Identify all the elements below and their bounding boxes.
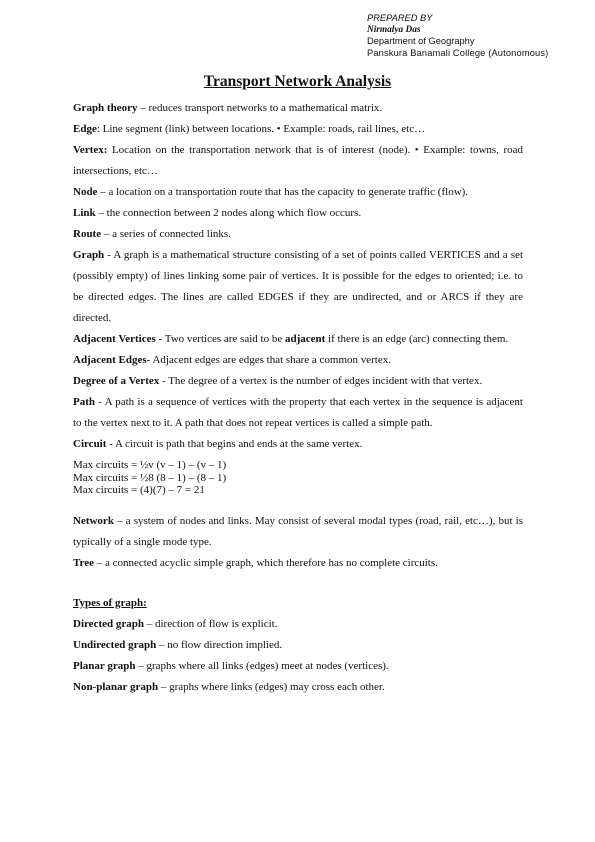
author-name: Nirmalya Das — [367, 24, 421, 35]
definition-tree — [73, 553, 523, 574]
term-label: Link — [73, 207, 96, 219]
term-label: Vertex: — [73, 144, 108, 156]
definition-text: – reduces transport networks to a mathematical matrix. — [137, 102, 383, 114]
prepared-by-label: PREPARED BY — [367, 13, 433, 23]
term-label: Edge — [73, 123, 97, 135]
definition-text: – a series of connected links. — [101, 228, 231, 240]
spacer — [73, 497, 523, 511]
definition-route — [73, 224, 523, 245]
college-name: Panskura Banamali College (Autonomous) — [367, 47, 549, 58]
term-label: Planar graph — [73, 659, 136, 672]
definition-text: – no flow direction implied. — [156, 638, 283, 651]
definition-text: Location on the transportation network that is of interest (node). • Example: towns, road intersections, etc… — [73, 144, 523, 177]
term-label: Degree of a Vertex — [73, 375, 160, 387]
spacer — [73, 574, 523, 593]
term-label: Graph — [73, 249, 105, 261]
term-label: Route — [73, 228, 102, 240]
definition-text: - A graph is a mathematical structure consisting of a set of points called VERTICES and a set (possibly empty) of lines linking some pair of vertices. It is possible for the edges to oriented; i.e. to be directed edges. The lines are called EDGES if they are undirected, and or ARCS if they are directed. — [73, 249, 523, 324]
definition-circuit — [73, 434, 523, 455]
document-header — [367, 13, 548, 59]
term-label: Undirected graph — [73, 638, 157, 651]
formula-block — [73, 459, 523, 497]
types-heading: Types of graph: — [73, 596, 147, 609]
type-directed-graph — [73, 614, 523, 635]
term-label: Directed graph — [73, 617, 144, 630]
department-name: Department of Geography — [367, 36, 475, 46]
formula-line: Max circuits = ½8 (8 – 1) – (8 – 1) — [73, 471, 227, 484]
term-label: Path — [73, 396, 95, 408]
term-label: Graph theory — [73, 102, 138, 114]
definition-text: - Adjacent edges are edges that share a common vertex. — [146, 354, 391, 366]
term-label: Adjacent Edges — [73, 354, 147, 366]
definition-text: - Two vertices are said to be — [155, 333, 285, 345]
definition-text: - The degree of a vertex is the number of edges incident with that vertex. — [159, 375, 483, 387]
term-label: Non-planar graph — [73, 680, 159, 693]
definition-network — [73, 511, 523, 553]
definition-text: – a location on a transportation route that has the capacity to generate traffic (flow). — [97, 186, 469, 198]
definition-graph-theory — [73, 98, 523, 119]
definition-text: – the connection between 2 nodes along which flow occurs. — [95, 207, 362, 219]
term-label: Tree — [73, 556, 94, 569]
definition-text: – a connected acyclic simple graph, which therefore has no complete circuits. — [93, 556, 438, 569]
definition-text: – graphs where all links (edges) meet at nodes (vertices). — [135, 659, 389, 672]
definition-degree — [73, 371, 523, 392]
definition-adjacent-vertices — [73, 329, 523, 350]
definition-path — [73, 392, 523, 434]
definition-text: if there is an edge (arc) connecting them. — [325, 333, 509, 345]
definition-text: – direction of flow is explicit. — [143, 617, 278, 630]
definition-link — [73, 203, 523, 224]
type-planar-graph — [73, 656, 523, 677]
definition-text: - A circuit is path that begins and ends at the same vertex. — [106, 438, 363, 450]
type-non-planar-graph — [73, 677, 523, 698]
formula-line: Max circuits = ½v (v – 1) – (v – 1) — [73, 459, 227, 471]
definition-text: – graphs where links (edges) may cross each other. — [158, 680, 385, 693]
definition-node — [73, 182, 523, 203]
definition-text: – a system of nodes and links. May consist of several modal types (road, rail, etc…), but is typically of a single mode type. — [73, 514, 523, 548]
term-label: Circuit — [73, 438, 107, 450]
document-body — [73, 98, 523, 698]
term-label: Network — [73, 514, 114, 527]
page-title: Transport Network Analysis — [203, 73, 392, 90]
definition-vertex — [73, 140, 523, 182]
term-label: Adjacent Vertices — [73, 333, 156, 345]
definition-adjacent-edges — [73, 350, 523, 371]
term-label: Node — [73, 186, 98, 198]
formula-line: Max circuits = (4)(7) – 7 = 21 — [73, 484, 205, 496]
definition-graph — [73, 245, 523, 329]
type-undirected-graph — [73, 635, 523, 656]
definition-edge — [73, 119, 523, 140]
definition-text: : Line segment (link) between locations. • Example: roads, rail lines, etc… — [96, 123, 426, 135]
emphasis-word: adjacent — [284, 333, 326, 345]
definition-text: - A path is a sequence of vertices with the property that each vertex in the sequence is adjacent to the vertex next to it. A path that does not repeat vertices is called a simple path. — [73, 396, 523, 429]
